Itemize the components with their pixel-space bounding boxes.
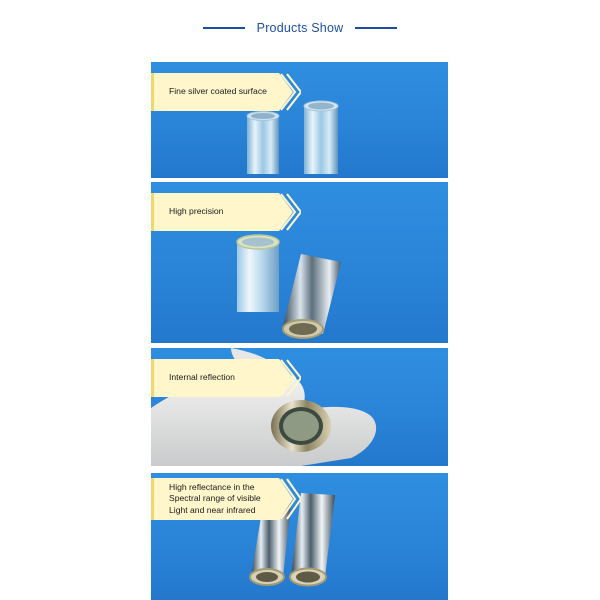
heading-right-rule	[355, 27, 397, 29]
caption-tag-3	[151, 359, 301, 397]
product-photo-2	[151, 182, 448, 343]
section-heading	[0, 18, 600, 38]
caption-line: Light and near infrared	[169, 504, 256, 515]
caption-text-2: High precision	[169, 206, 224, 217]
caption-text-4	[169, 478, 289, 520]
caption-text-1: Fine silver coated surface	[169, 86, 267, 97]
caption-line: Spectral range of visible	[169, 493, 261, 504]
caption-tag-1	[151, 73, 301, 111]
section-title: Products Show	[256, 21, 344, 35]
caption-tag-2	[151, 193, 301, 231]
caption-tag-4	[151, 478, 301, 520]
heading-left-rule	[203, 27, 245, 29]
caption-text-3: Internal reflection	[169, 372, 235, 383]
product-photo-4	[151, 473, 448, 600]
product-photo-1	[151, 62, 448, 178]
caption-line: High reflectance in the	[169, 481, 255, 492]
product-photo-3	[151, 348, 448, 466]
